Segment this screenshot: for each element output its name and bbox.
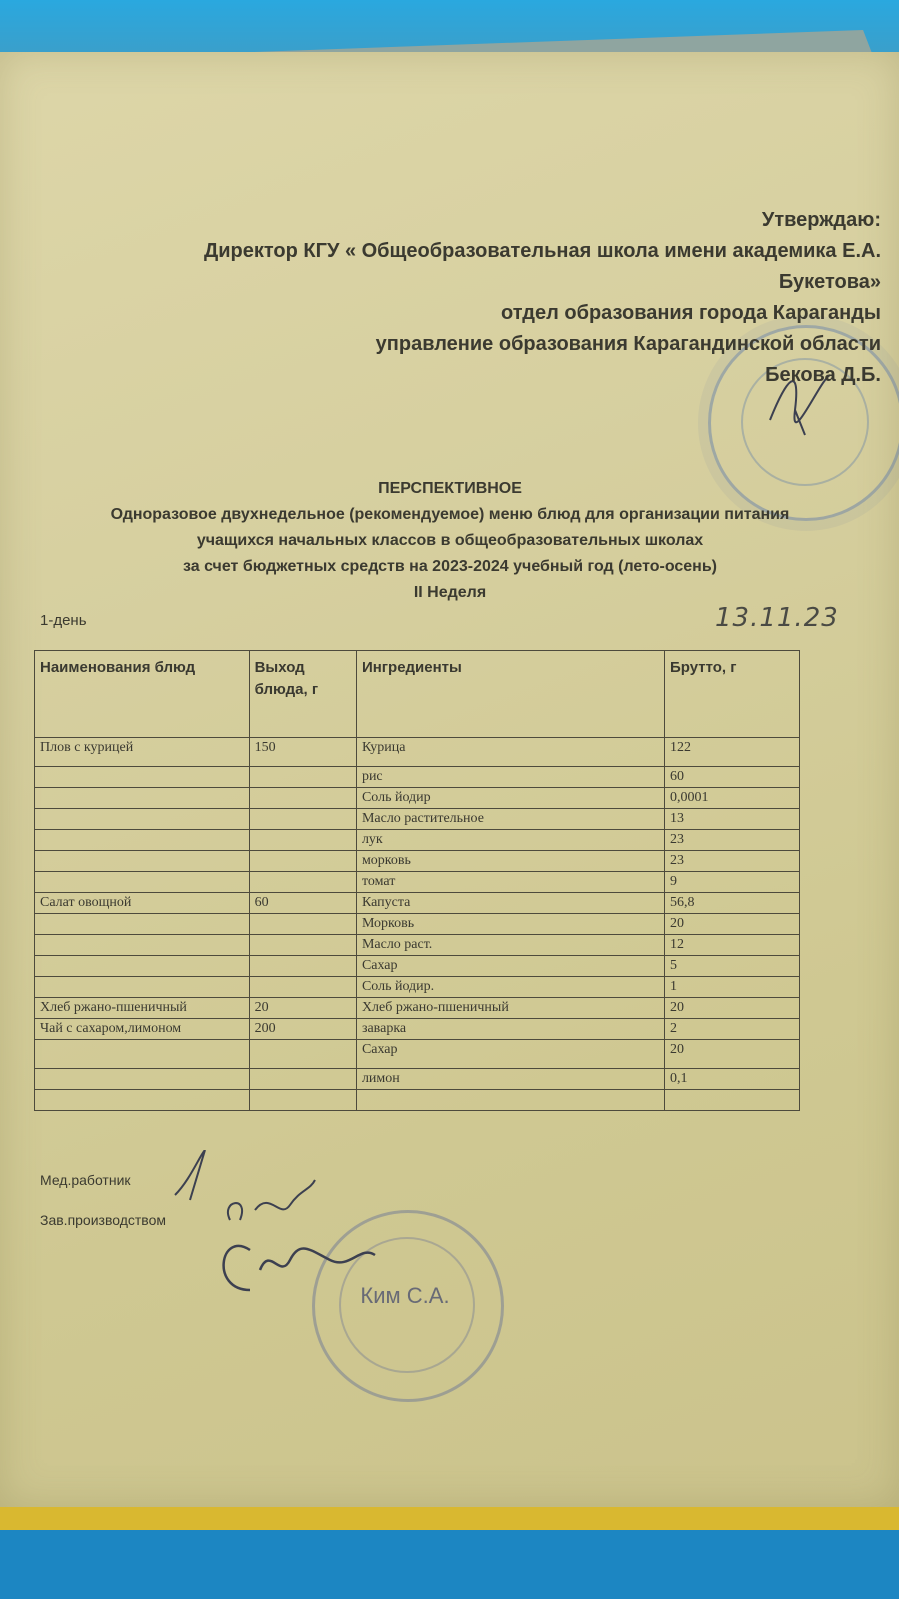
- approval-name: Бекова Д.Б.: [765, 364, 881, 386]
- table-row: [35, 830, 800, 851]
- cell-dish: Хлеб ржано-пшеничный: [35, 998, 250, 1019]
- cell-dish: Салат овощной: [35, 893, 250, 914]
- cell-gross: 13: [664, 809, 799, 830]
- cell-ingredient: Соль йодир.: [356, 977, 664, 998]
- approval-admin: управление образования Карагандинской области: [375, 333, 881, 355]
- table-row: [35, 893, 800, 914]
- heading-line-2: учащихся начальных классов в общеобразовательных школах: [196, 532, 704, 549]
- heading-week: II Неделя: [413, 584, 487, 601]
- cell-yield: [249, 851, 356, 872]
- heading-line-3: за счет бюджетных средств на 2023-2024 учебный год (лето-осень): [182, 558, 717, 575]
- cell-ingredient: Морковь: [356, 914, 664, 935]
- cell-ingredient: рис: [356, 767, 664, 788]
- cell-ingredient: морковь: [356, 851, 664, 872]
- cell-yield: [249, 767, 356, 788]
- cell-yield: [249, 809, 356, 830]
- cell-yield: [249, 956, 356, 977]
- cell-gross: 12: [664, 935, 799, 956]
- cell-dish: [35, 914, 250, 935]
- menu-table: [34, 650, 800, 1111]
- cell-dish: [35, 1069, 250, 1090]
- table-body: [35, 738, 800, 1111]
- table-row: [35, 1090, 800, 1111]
- cell-dish: [35, 1090, 250, 1111]
- cell-ingredient: Масло растительное: [356, 809, 664, 830]
- cell-yield: [249, 872, 356, 893]
- cell-yield: 200: [249, 1019, 356, 1040]
- cell-ingredient: заварка: [356, 1019, 664, 1040]
- cell-dish: [35, 830, 250, 851]
- heading-line-1: Одноразовое двухнедельное (рекомендуемое) меню блюд для организации питания: [110, 506, 790, 523]
- heading-title: ПЕРСПЕКТИВНОЕ: [378, 480, 522, 497]
- cell-dish: [35, 809, 250, 830]
- cell-gross: 20: [664, 1040, 799, 1069]
- cell-ingredient: Капуста: [356, 893, 664, 914]
- table-row: [35, 914, 800, 935]
- table-row: [35, 738, 800, 767]
- table-row: [35, 998, 800, 1019]
- cell-yield: [249, 830, 356, 851]
- header-yield: Выход блюда, г: [249, 651, 356, 738]
- cell-yield: [249, 935, 356, 956]
- table-row: [35, 935, 800, 956]
- table-row: [35, 767, 800, 788]
- cell-ingredient: Сахар: [356, 956, 664, 977]
- cell-dish: [35, 767, 250, 788]
- table-row: [35, 788, 800, 809]
- approval-block: [41, 205, 881, 391]
- handwritten-date: 13.11.23: [715, 603, 839, 633]
- cell-yield: [249, 914, 356, 935]
- cell-gross: 23: [664, 851, 799, 872]
- header-ingredients: Ингредиенты: [356, 651, 664, 738]
- cell-gross: 2: [664, 1019, 799, 1040]
- cell-gross: 23: [664, 830, 799, 851]
- cell-ingredient: лук: [356, 830, 664, 851]
- cell-ingredient: томат: [356, 872, 664, 893]
- cell-yield: [249, 977, 356, 998]
- footer-signatures: [160, 1150, 520, 1310]
- table-row: [35, 977, 800, 998]
- cell-dish: [35, 935, 250, 956]
- cell-dish: [35, 851, 250, 872]
- cell-dish: [35, 788, 250, 809]
- cell-yield: [249, 1040, 356, 1069]
- cell-ingredient: Соль йодир: [356, 788, 664, 809]
- cell-ingredient: Масло раст.: [356, 935, 664, 956]
- cell-yield: 60: [249, 893, 356, 914]
- cell-yield: 20: [249, 998, 356, 1019]
- cell-gross: 56,8: [664, 893, 799, 914]
- cell-ingredient: Сахар: [356, 1040, 664, 1069]
- cell-gross: 20: [664, 998, 799, 1019]
- med-worker-label: Мед.работник: [40, 1172, 131, 1188]
- table-row: [35, 1019, 800, 1040]
- frame-bottom: [0, 1530, 899, 1599]
- cell-ingredient: Хлеб ржано-пшеничный: [356, 998, 664, 1019]
- cell-gross: 20: [664, 914, 799, 935]
- table-row: [35, 851, 800, 872]
- table-header-row: [35, 651, 800, 738]
- cell-dish: [35, 977, 250, 998]
- table-row: [35, 1069, 800, 1090]
- approval-school: Букетова»: [778, 271, 881, 293]
- approval-director: Директор КГУ « Общеобразовательная школа имени академика Е.А.: [203, 240, 881, 262]
- cell-ingredient: Курица: [356, 738, 664, 767]
- cell-dish: [35, 956, 250, 977]
- table-row: [35, 956, 800, 977]
- cell-gross: [664, 1090, 799, 1111]
- document-heading: [30, 476, 870, 606]
- day-label: 1-день: [40, 612, 87, 629]
- cell-yield: [249, 788, 356, 809]
- cell-dish: [35, 1040, 250, 1069]
- cell-gross: 5: [664, 956, 799, 977]
- seal-name: Ким С.А.: [360, 1283, 450, 1308]
- cell-yield: [249, 1090, 356, 1111]
- cell-gross: 9: [664, 872, 799, 893]
- table-row: [35, 872, 800, 893]
- header-gross: Брутто, г: [664, 651, 799, 738]
- production-head-label: Зав.производством: [40, 1212, 166, 1228]
- cell-ingredient: [356, 1090, 664, 1111]
- cell-dish: [35, 872, 250, 893]
- cell-ingredient: лимон: [356, 1069, 664, 1090]
- table-row: [35, 809, 800, 830]
- cell-gross: 122: [664, 738, 799, 767]
- header-dish: Наименования блюд: [35, 651, 250, 738]
- cell-yield: 150: [249, 738, 356, 767]
- approval-dept: отдел образования города Караганды: [501, 302, 881, 324]
- cell-gross: 1: [664, 977, 799, 998]
- cell-gross: 0,1: [664, 1069, 799, 1090]
- cell-gross: 0,0001: [664, 788, 799, 809]
- approval-title: Утверждаю:: [761, 209, 881, 231]
- cell-gross: 60: [664, 767, 799, 788]
- table-row: [35, 1040, 800, 1069]
- cell-dish: Чай с сахаром,лимоном: [35, 1019, 250, 1040]
- cell-yield: [249, 1069, 356, 1090]
- cell-dish: Плов с курицей: [35, 738, 250, 767]
